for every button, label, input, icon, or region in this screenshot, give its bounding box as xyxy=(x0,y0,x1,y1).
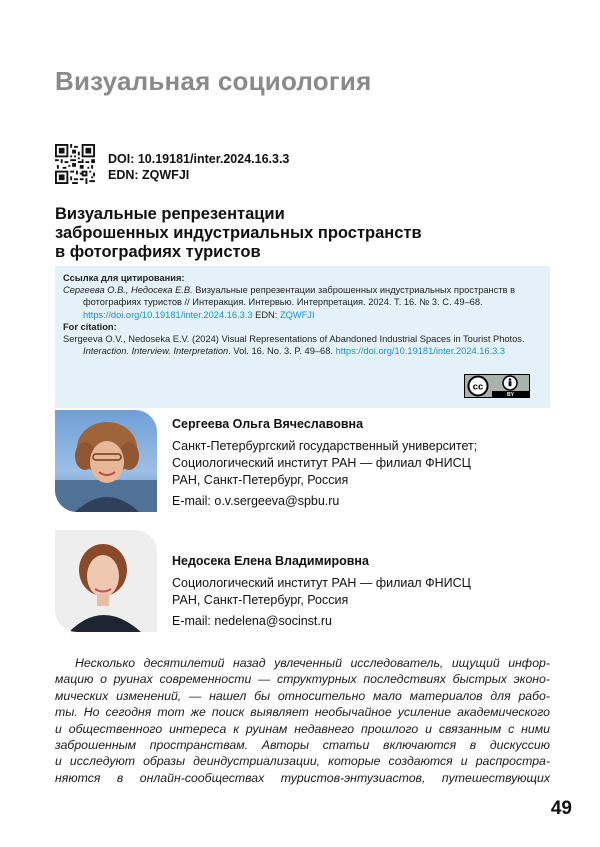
abstract-text xyxy=(55,655,550,786)
citation-ru xyxy=(63,284,541,321)
citation-content xyxy=(63,272,541,357)
citation-heading-ru: Ссылка для цитирования: xyxy=(63,273,185,283)
citation-heading-en: For citation: xyxy=(63,321,117,332)
citation-en-text-2: . Vol. 16. No. 3. P. 49–68. xyxy=(228,346,336,357)
article-title-line: в фотографиях туристов xyxy=(55,243,261,261)
creative-commons-by-icon[interactable] xyxy=(464,374,530,398)
citation-ru-authors: Сергеева О.В., Недосека Е.В. xyxy=(63,285,193,296)
abstract-line: мацию о руинах современности — структурных последствиях быстрых эконо- xyxy=(55,672,550,687)
author-affiliation-line: Санкт-Петербургский государственный университет; xyxy=(172,439,478,453)
citation-box xyxy=(55,266,550,408)
abstract-line: Несколько десятилетий назад увлеченный исследователь, ищущий инфор- xyxy=(75,656,550,670)
author-email[interactable]: E-mail: o.v.sergeeva@spbu.ru xyxy=(172,494,340,508)
author-affiliation-line: РАН, Санкт-Петербург, Россия xyxy=(172,473,349,487)
article-title xyxy=(55,205,495,262)
author-affiliation-line: Социологический институт РАН — филиал ФНИСЦ xyxy=(172,576,471,590)
citation-ru-doi-link[interactable]: https://doi.org/10.19181/inter.2024.16.3.3 xyxy=(83,309,253,320)
author-name: Недосека Елена Владимировна xyxy=(172,554,369,568)
qr-code-icon[interactable] xyxy=(55,144,95,184)
edn-text: EDN: ZQWFJI xyxy=(108,168,190,182)
article-title-line: Визуальные репрезентации xyxy=(55,205,285,223)
author-email[interactable]: E-mail: nedelena@socinst.ru xyxy=(172,614,332,628)
citation-ru-edn-label: EDN: xyxy=(252,309,280,320)
citation-en-doi-link[interactable]: https://doi.org/10.19181/inter.2024.16.3.3 xyxy=(335,346,506,357)
abstract-line: заброшенным пространствам. Авторы статьи включаются в дискуссию xyxy=(55,738,550,753)
cc-license-label: BY xyxy=(507,392,514,398)
section-title: Визуальная социология xyxy=(55,66,372,96)
author-name: Сергеева Ольга Вячеславовна xyxy=(172,417,364,431)
citation-ru-text: Визуальные репрезентации заброшенных индустриальных пространств в фотографиях туристов // Интеракция. Интервью. Интерпретация. 2024. Т. 16. № 3. С. 49–68. xyxy=(83,285,516,308)
abstract-line: и исследуют образы деиндустриализации, которые создаются и распростра- xyxy=(55,754,550,769)
author-block xyxy=(172,416,477,510)
author-affiliation-line: РАН, Санкт-Петербург, Россия xyxy=(172,593,349,607)
author-photo xyxy=(55,530,157,632)
citation-en xyxy=(63,333,541,357)
article-identifiers xyxy=(108,151,289,183)
author-photo xyxy=(55,410,157,512)
author-block xyxy=(172,553,471,630)
citation-en-journal: Interaction. Interview. Interpretation xyxy=(83,346,229,357)
doi-text[interactable]: DOI: 10.19181/inter.2024.16.3.3 xyxy=(108,152,290,166)
author-affiliation-line: Социологический институт РАН — филиал ФНИСЦ xyxy=(172,456,471,470)
svg-text:cc: cc xyxy=(472,381,484,393)
citation-ru-edn-link[interactable]: ZQWFJI xyxy=(279,309,315,320)
abstract-line: няются в онлайн-сообществах туристов-энтузиастов, путешествующих xyxy=(55,770,550,785)
article-title-line: заброшенных индустриальных пространств xyxy=(55,224,422,242)
abstract-line: ты. Но сегодня тот же поиск выявляет необычайное усиление академического xyxy=(55,705,550,720)
abstract-line: и общественного интереса к руинам недавнего прошлого и связанным с ними xyxy=(55,721,550,736)
citation-en-text: Sergeeva O.V., Nedoseka E.V. (2024) Visual Representations of Abandoned Industrial Spaces in Tourist Photos. xyxy=(63,334,525,345)
page-number: 49 xyxy=(550,798,572,819)
abstract-line: мических изменений, — нашел бы относительно мало материалов для рабо- xyxy=(55,688,550,703)
